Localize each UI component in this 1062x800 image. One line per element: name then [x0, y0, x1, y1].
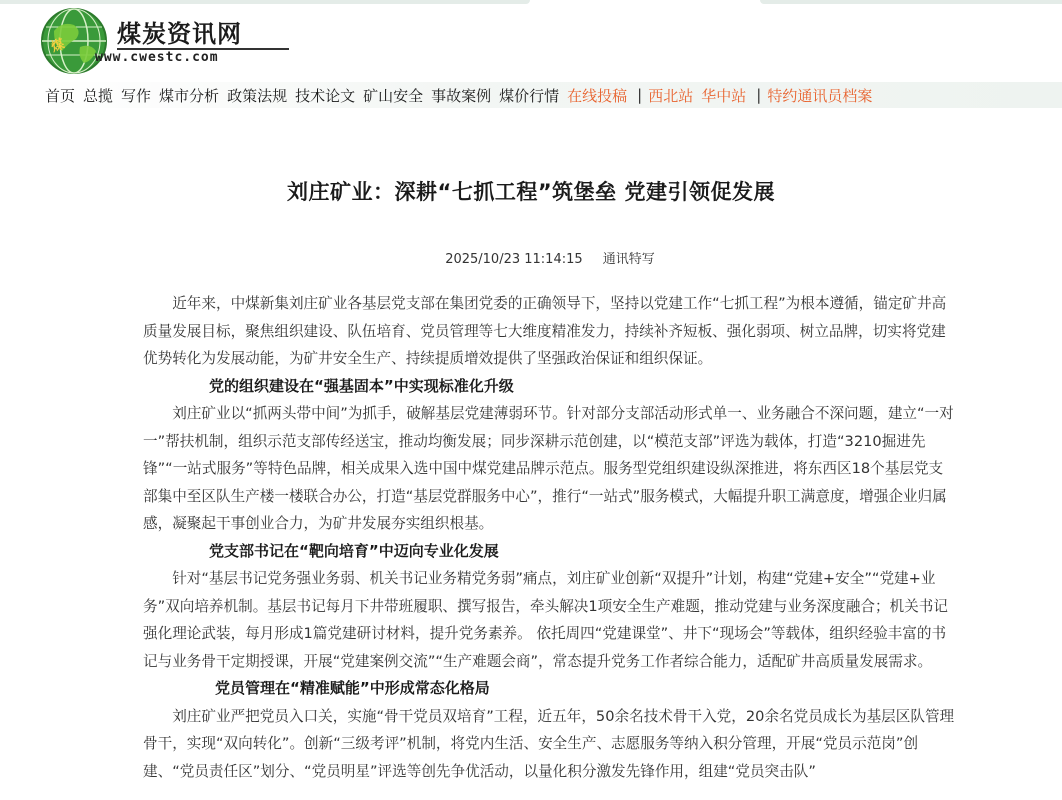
nav-item-tech-papers[interactable]: 技术论文	[295, 86, 356, 105]
nav-item-market-analysis[interactable]: 煤市分析	[159, 86, 220, 105]
nav-item-northwest-station[interactable]: 西北站	[648, 86, 694, 105]
section-heading: 党的组织建设在“强基固本”中实现标准化升级	[209, 376, 514, 395]
article-paragraph: 刘庄矿业严把党员入口关，实施“骨干党员双培育”工程，近五年，50余名技术骨干入党，20余名党员成长为基层区队管理骨干，实现“双向转化”。创新“三级考评”机制，将党内生活、安全生产、志愿服务等纳入积分管理，开展“党员示范岗”创建、“党员责任区”划分、“党员明星”评选等创先争优活动，以量化积分激发先锋作用，组建“党员突击队”	[143, 707, 955, 780]
article-category: 通讯特写	[602, 252, 655, 267]
nav-item-policy[interactable]: 政策法规	[227, 86, 288, 105]
site-url[interactable]: www.cwestc.com	[95, 50, 219, 65]
nav-item-accident-cases[interactable]: 事故案例	[431, 86, 492, 105]
nav-item-writing[interactable]: 写作	[121, 86, 152, 105]
article-paragraph: 针对“基层书记党务强业务弱、机关书记业务精党务弱”痛点，刘庄矿业创新“双提升”计划，构建“党建+安全”“党建+业务”双向培养机制。基层书记每月下井带班履职、撰写报告，牵头解决1项安全生产难题，推动党建与业务深度融合；机关书记强化理论武装，每月形成1篇党建研讨材料，提升党务素养。 依托周四“党建课堂”、井下“现场会”等载体，组织经验丰富的书记与业务骨干定期授课，开展“党建案例交流”“生产难题会商”，常态提升党务工作者综合能力，适配矿井高质量发展需求。	[143, 570, 948, 670]
nav-item-coal-prices[interactable]: 煤价行情	[499, 86, 560, 105]
nav-item-correspondent-archive[interactable]: 特约通讯员档案	[767, 86, 873, 105]
svg-text:煤: 煤	[49, 36, 67, 56]
nav-item-submit-online[interactable]: 在线投稿	[567, 86, 628, 105]
article-intro: 近年来，中煤新集刘庄矿业各基层党支部在集团党委的正确领导下，坚持以党建工作“七抓工程”为根本遵循，锚定矿井高质量发展目标，聚焦组织建设、队伍培育、党员管理等七大维度精准发力，持续补齐短板、强化弱项、树立品牌，切实将党建优势转化为发展动能，为矿井安全生产、持续提质增效提供了坚强政治保证和组织保证。	[143, 295, 947, 367]
article-body	[143, 290, 955, 785]
site-header	[38, 4, 298, 78]
site-name[interactable]: 煤炭资讯网	[117, 20, 242, 48]
top-tab-decoration	[760, 0, 1062, 4]
section-heading: 党支部书记在“靶向培育”中迈向专业化发展	[209, 541, 499, 560]
nav-item-mine-safety[interactable]: 矿山安全	[363, 86, 424, 105]
nav-separator: |	[637, 86, 643, 104]
section-heading: 党员管理在“精准赋能”中形成常态化格局	[215, 679, 490, 697]
article-meta	[0, 248, 1062, 267]
main-nav	[40, 82, 1062, 108]
nav-item-overview[interactable]: 总揽	[83, 86, 114, 105]
article-title: 刘庄矿业：深耕“七抓工程”筑堡垒 党建引领促发展	[287, 180, 775, 204]
nav-separator: |	[756, 86, 762, 104]
article-datetime: 2025/10/23 11:14:15	[445, 252, 583, 267]
nav-item-central-station[interactable]: 华中站	[701, 86, 747, 105]
article-paragraph: 刘庄矿业以“抓两头带中间”为抓手，破解基层党建薄弱环节。针对部分支部活动形式单一、业务融合不深问题，建立“一对一”帮扶机制，组织示范支部传经送宝，推动均衡发展；同步深耕示范创建，以“模范支部”评选为载体，打造“3210掘进先锋”“一站式服务”等特色品牌，相关成果入选中国中煤党建品牌示范点。服务型党组织建设纵深推进，将东西区18个基层党支部集中至区队生产楼一楼联合办公，打造“基层党群服务中心”，推行“一站式”服务模式，大幅提升职工满意度，增强企业归属感，凝聚起干事创业合力，为矿井发展夯实组织根基。	[143, 405, 954, 532]
nav-item-home[interactable]: 首页	[45, 86, 76, 105]
